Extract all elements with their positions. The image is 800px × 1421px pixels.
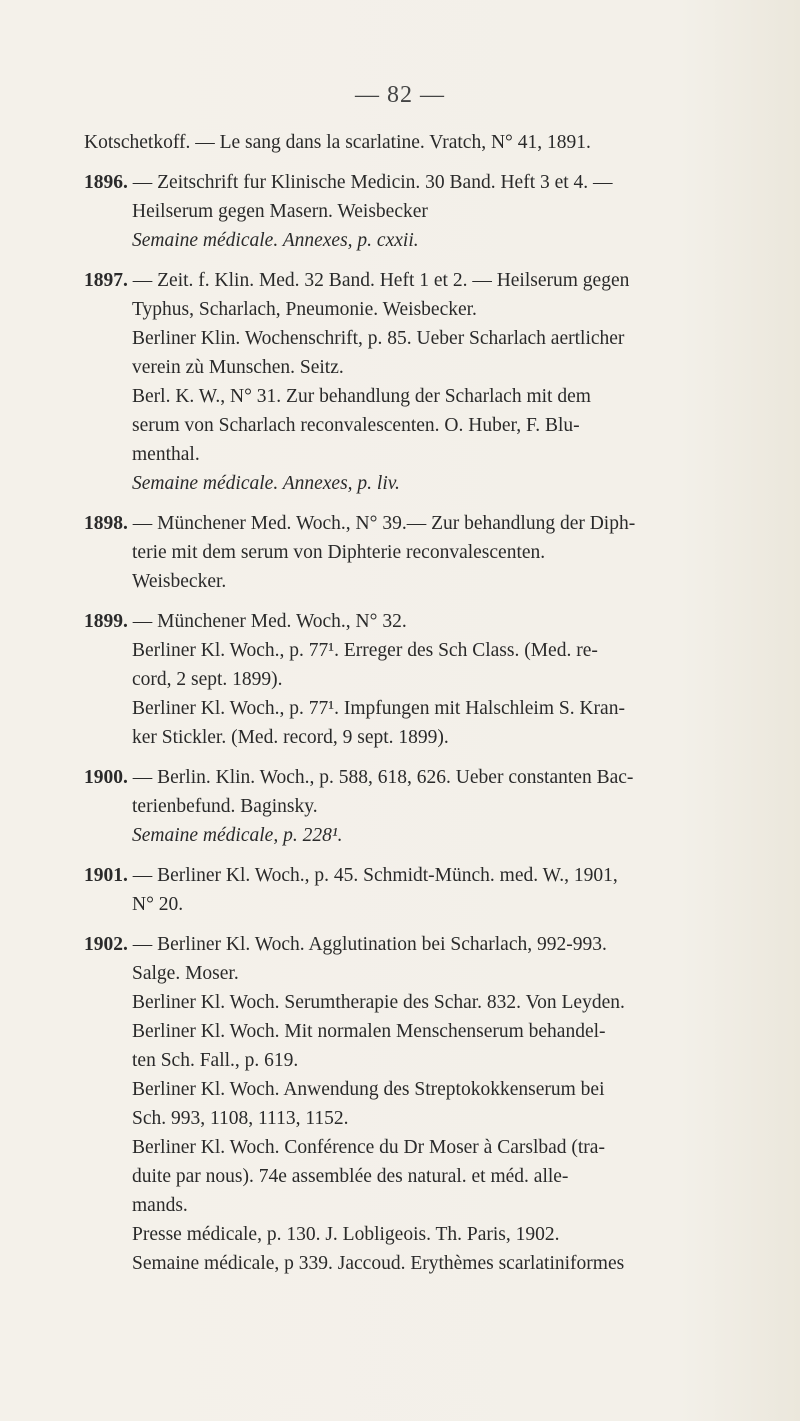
text-line: duite par nous). 74e assemblée des natural. et méd. alle-: [132, 1166, 569, 1187]
text-line: verein zù Munschen. Seitz.: [132, 357, 344, 378]
text-line: terienbefund. Baginsky.: [132, 796, 318, 817]
text-line: Berl. K. W., N° 31. Zur behandlung der Scharlach mit dem: [132, 386, 591, 407]
text-span: — Münchener Med. Woch., N° 39.— Zur behandlung der Diph-: [127, 513, 636, 534]
text-line: Semaine médicale. Annexes, p. cxxii.: [132, 230, 419, 251]
year-label: 1896.: [84, 172, 128, 193]
text-line: mands.: [132, 1195, 188, 1216]
bibliography-entry: [84, 266, 764, 498]
text-line: Typhus, Scharlach, Pneumonie. Weisbecker.: [132, 299, 477, 320]
text-line: [84, 930, 764, 959]
text-line: [84, 168, 764, 197]
text-span: — Berliner Kl. Woch. Agglutination bei Scharlach, 992-993.: [127, 934, 607, 955]
text-line: [84, 861, 764, 890]
text-span: — Berliner Kl. Woch., p. 45. Schmidt-Münch. med. W., 1901,: [127, 865, 618, 886]
text-line: Berliner Klin. Wochenschrift, p. 85. Ueber Scharlach aertlicher: [132, 328, 625, 349]
text-line: serum von Scharlach reconvalescenten. O. Huber, F. Blu-: [132, 415, 580, 436]
text-line: Semaine médicale. Annexes, p. liv.: [132, 473, 400, 494]
year-label: 1898.: [84, 513, 128, 534]
text-line: Berliner Kl. Woch., p. 77¹. Erreger des Sch Class. (Med. re-: [132, 640, 598, 661]
year-label: 1900.: [84, 767, 128, 788]
text-line: Berliner Kl. Woch. Serumtherapie des Schar. 832. Von Leyden.: [132, 992, 625, 1013]
text-line: [84, 266, 764, 295]
bibliography-list: [84, 128, 764, 1289]
text-span: — Berlin. Klin. Woch., p. 588, 618, 626. Ueber constanten Bac-: [127, 767, 634, 788]
text-line: N° 20.: [132, 894, 184, 915]
year-label: 1902.: [84, 934, 128, 955]
text-line: Weisbecker.: [132, 571, 227, 592]
year-label: 1901.: [84, 865, 128, 886]
bibliography-entry: [84, 861, 764, 919]
bibliography-entry: [84, 930, 764, 1278]
text-line: ker Stickler. (Med. record, 9 sept. 1899).: [132, 727, 449, 748]
text-line: Berliner Kl. Woch. Mit normalen Menschenserum behandel-: [132, 1021, 606, 1042]
text-line: Berliner Kl. Woch. Anwendung des Streptokokkenserum bei: [132, 1079, 605, 1100]
text-line: Kotschetkoff. — Le sang dans la scarlatine. Vratch, N° 41, 1891.: [84, 132, 591, 153]
text-line: Semaine médicale, p. 228¹.: [132, 825, 343, 846]
bibliography-entry: [84, 763, 764, 850]
year-label: 1897.: [84, 270, 128, 291]
text-span: — Zeit. f. Klin. Med. 32 Band. Heft 1 et 2. — Heilserum gegen: [127, 270, 630, 291]
text-line: Salge. Moser.: [132, 963, 239, 984]
text-span: — Zeitschrift fur Klinische Medicin. 30 Band. Heft 3 et 4. —: [127, 172, 613, 193]
bibliography-entry: [84, 509, 764, 596]
text-line: Semaine médicale, p 339. Jaccoud. Erythèmes scarlatiniformes: [132, 1253, 625, 1274]
text-line: Presse médicale, p. 130. J. Lobligeois. Th. Paris, 1902.: [132, 1224, 560, 1245]
text-line: Berliner Kl. Woch. Conférence du Dr Moser à Carslbad (tra-: [132, 1137, 605, 1158]
text-line: cord, 2 sept. 1899).: [132, 669, 283, 690]
text-line: Berliner Kl. Woch., p. 77¹. Impfungen mit Halschleim S. Kran-: [132, 698, 625, 719]
text-line: [84, 509, 764, 538]
text-line: terie mit dem serum von Diphterie reconvalescenten.: [132, 542, 546, 563]
year-label: 1899.: [84, 611, 128, 632]
page-number: — 82 —: [355, 82, 445, 108]
bibliography-entry: [84, 128, 764, 157]
text-line: Sch. 993, 1108, 1113, 1152.: [132, 1108, 349, 1129]
text-line: [84, 607, 764, 636]
text-span: — Münchener Med. Woch., N° 32.: [127, 611, 407, 632]
bibliography-entry: [84, 168, 764, 255]
bibliography-entry: [84, 607, 764, 752]
text-line: [84, 763, 764, 792]
text-line: Heilserum gegen Masern. Weisbecker: [132, 201, 428, 222]
text-line: menthal.: [132, 444, 200, 465]
text-line: ten Sch. Fall., p. 619.: [132, 1050, 299, 1071]
